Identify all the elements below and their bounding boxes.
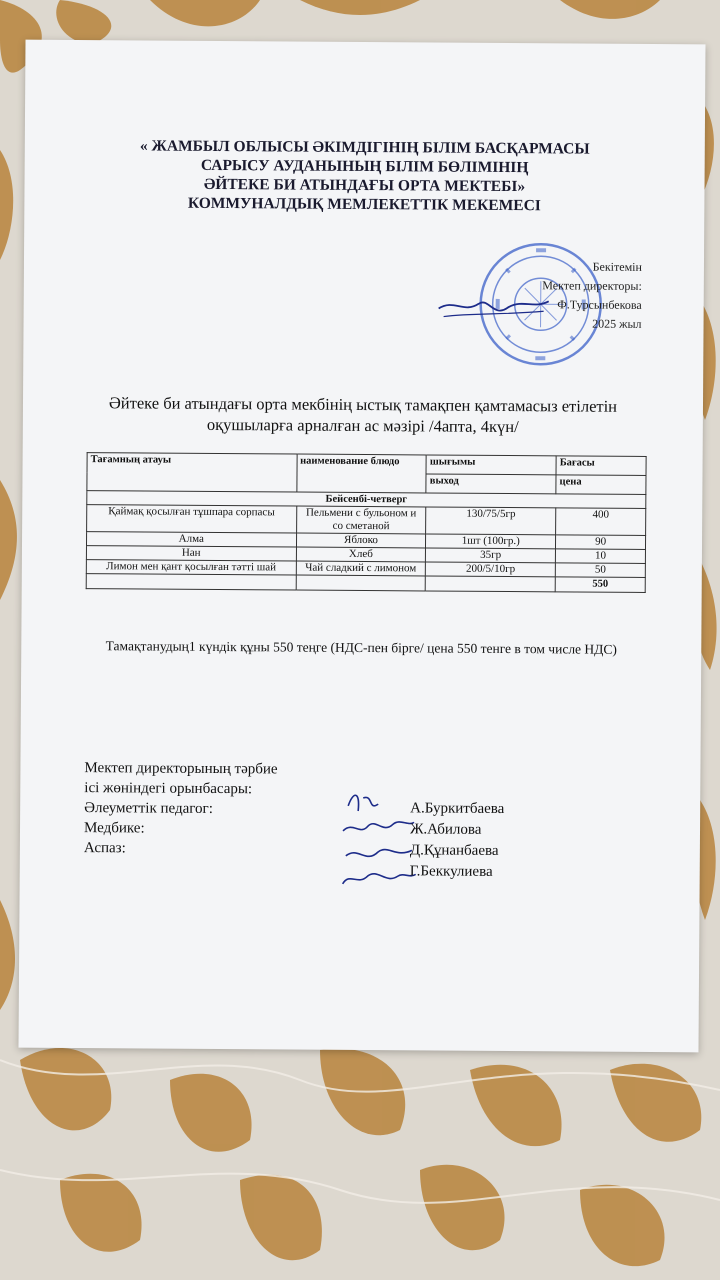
director-signature-icon <box>434 278 554 329</box>
dish-yield: 200/5/10гр <box>426 562 556 577</box>
empty-cell <box>426 576 556 592</box>
empty-cell <box>86 574 296 590</box>
name-deputy: А.Буркитбаева <box>410 800 505 818</box>
dish-ru: Пельмени с бульоном и со сметаной <box>296 506 426 534</box>
dish-kz: Қаймақ қосылған тұшпара сорпасы <box>87 505 297 533</box>
header-yield-kz: шығымы <box>426 455 556 475</box>
header-line-2: САРЫСУ АУДАНЫНЫҢ БІЛІМ БӨЛІМІНІҢ <box>200 156 529 177</box>
institution-header <box>24 136 705 217</box>
staff-roles <box>84 758 278 859</box>
header-line-1: « ЖАМБЫЛ ОБЛЫСЫ ӘКІМДІГІНІҢ БІЛІМ БАСҚАРМАСЫ <box>139 137 590 158</box>
header-yield-ru: выход <box>426 474 556 494</box>
day-label: Бейсенбі-четверг <box>87 491 646 509</box>
staff-names <box>410 798 505 883</box>
table-header-row <box>87 453 646 476</box>
approval-line-1: Бекітемін <box>592 259 643 274</box>
dish-yield: 130/75/5гр <box>426 507 556 535</box>
role-cook: Аспаз: <box>83 840 126 857</box>
dish-yield: 35гр <box>426 548 556 563</box>
menu-title-line-2: оқушыларға арналған ас мәзірі /4апта, 4күн/ <box>206 414 519 437</box>
dish-price: 10 <box>556 549 646 564</box>
document-sheet <box>18 40 705 1053</box>
dish-kz: Алма <box>86 532 296 547</box>
role-deputy-line-2: ісі жөніндегі орынбасары: <box>84 780 253 798</box>
dish-ru: Чай сладкий с лимоном <box>296 561 426 576</box>
header-line-4: КОММУНАЛДЫҚ МЕМЛЕКЕТТІК МЕКЕМЕСІ <box>187 194 541 215</box>
header-name-ru: наименование блюдо <box>296 454 426 493</box>
total-price: 550 <box>555 577 645 593</box>
table-row <box>87 505 646 536</box>
dish-price: 90 <box>556 535 646 550</box>
menu-title <box>23 392 703 439</box>
name-nurse: Д.Құнанбаева <box>409 842 499 859</box>
header-name-kz: Тағамның атауы <box>87 453 297 492</box>
dish-kz: Лимон мен қант қосылған тәтті шай <box>86 560 296 575</box>
menu-title-line-1: Әйтеке би атындағы орта мекбінің ыстық тамақпен қамтамасыз етілетін <box>108 393 618 416</box>
role-social-pedagogue: Әлеуметтік педагог: <box>84 800 213 817</box>
approval-line-4: 2025 жыл <box>592 316 642 331</box>
header-price-kz: Бағасы <box>556 456 646 476</box>
approval-line-3: Ф.Турсынбекова <box>557 297 642 312</box>
dish-yield: 1шт (100гр.) <box>426 534 556 549</box>
approval-block <box>542 257 642 334</box>
role-deputy-line-1: Мектеп директорының тәрбие <box>84 760 278 778</box>
dish-price: 50 <box>555 563 645 578</box>
role-nurse: Медбике: <box>83 820 145 837</box>
dish-ru: Яблоко <box>296 533 426 548</box>
table-total-row <box>86 574 645 593</box>
menu-table <box>86 452 647 593</box>
empty-cell <box>296 575 426 591</box>
dish-price: 400 <box>556 508 646 536</box>
daily-cost-note: Тамақтанудың1 күндік құны 550 теңге (НДС-пен бірге/ цена 550 тенге в том числе НДС) <box>105 638 617 657</box>
dish-ru: Хлеб <box>296 547 426 562</box>
header-line-3: ӘЙТЕКЕ БИ АТЫНДАҒЫ ОРТА МЕКТЕБІ» <box>203 175 526 196</box>
name-social-pedagogue: Ж.Абилова <box>409 821 482 838</box>
name-cook: Г.Беккулиева <box>409 863 493 880</box>
header-price-ru: цена <box>556 475 646 495</box>
staff-signatures-icon <box>337 786 418 907</box>
dish-kz: Нан <box>86 546 296 561</box>
approval-line-2: Мектеп директоры: <box>542 278 642 293</box>
